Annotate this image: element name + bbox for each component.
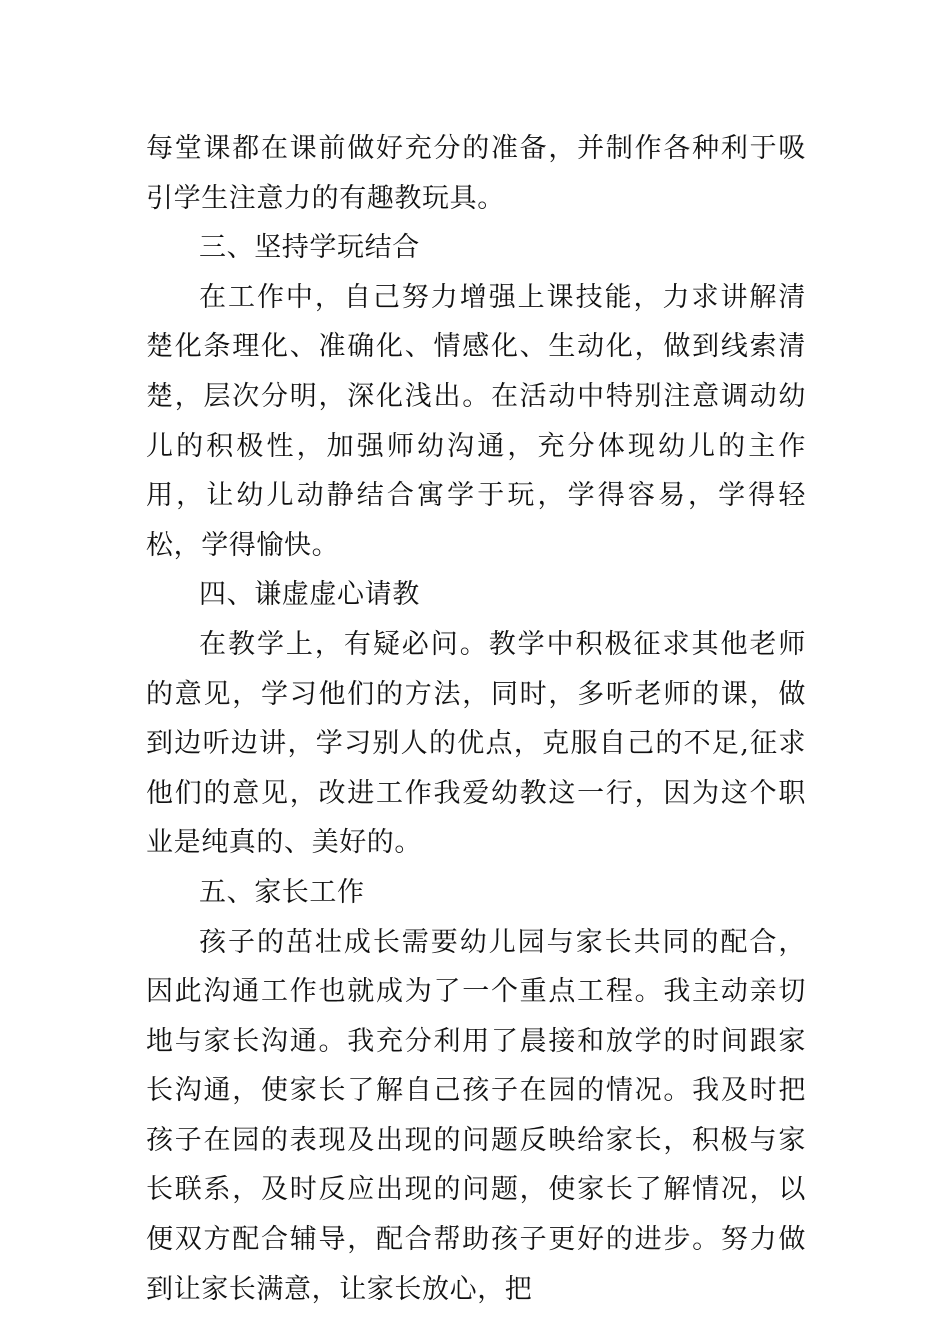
section-heading-3: 三、坚持学玩结合 (199, 232, 420, 264)
document-body (146, 124, 806, 1314)
paragraph-preparation: 每堂课都在课前做好充分的准备，并制作各种利于吸引学生注意力的有趣教玩具。 (146, 133, 806, 214)
section-heading-4: 四、谦虚虚心请教 (199, 579, 420, 611)
section-heading-5: 五、家长工作 (199, 876, 365, 908)
paragraph-humble-learning: 在教学上，有疑必问。教学中积极征求其他老师的意见，学习他们的方法，同时，多听老师的课，做到边听边讲，学习别人的优点，克服自己的不足,征求他们的意见，改进工作我爱幼教这一行，因为这个职业是纯真的、美好的。 (146, 628, 806, 859)
paragraph-parent-work: 孩子的茁壮成长需要幼儿园与家长共同的配合，因此沟通工作也就成为了一个重点工程。我主动亲切地与家长沟通。我充分利用了晨接和放学的时间跟家长沟通，使家长了解自己孩子在园的情况。我及时把孩子在园的表现及出现的问题反映给家长，积极与家长联系，及时反应出现的问题，使家长了解情况，以便双方配合辅导，配合帮助孩子更好的进步。努力做到让家长满意，让家长放心，把 (146, 926, 806, 1305)
paragraph-learning-through-play: 在工作中，自己努力增强上课技能，力求讲解清楚化条理化、准确化、情感化、生动化，做到线索清楚，层次分明，深化浅出。在活动中特别注意调动幼儿的积极性，加强师幼沟通，充分体现幼儿的主作用，让幼儿动静结合寓学于玩，学得容易，学得轻松，学得愉快。 (146, 281, 806, 561)
